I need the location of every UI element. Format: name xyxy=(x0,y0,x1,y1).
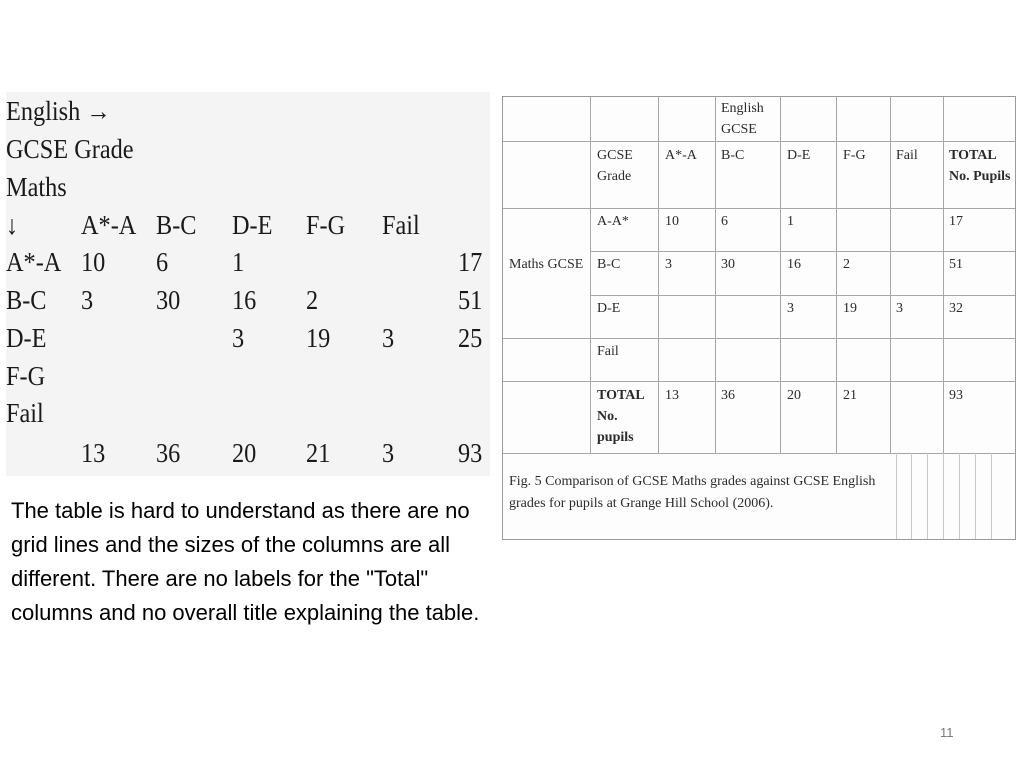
row-label: D-E xyxy=(597,301,621,316)
row-label: F-G xyxy=(6,361,46,391)
row-label: B-C xyxy=(6,285,47,315)
caption-line xyxy=(943,453,944,539)
row-total: 51 xyxy=(949,257,963,272)
table-cell: 3 xyxy=(81,285,94,315)
column-total: 20 xyxy=(787,388,801,403)
column-total: 13 xyxy=(665,388,679,403)
row-total: 17 xyxy=(458,247,483,277)
column-total: 3 xyxy=(382,438,395,468)
caption-line xyxy=(896,453,897,539)
column-header: Fail xyxy=(896,148,918,163)
grid-line xyxy=(780,97,781,453)
caption-line xyxy=(991,453,992,539)
table-cell: 19 xyxy=(843,301,857,316)
column-header: D-E xyxy=(787,148,811,163)
down-arrow: ↓ xyxy=(6,210,19,240)
column-header: B-C xyxy=(156,210,197,240)
table-cell: 19 xyxy=(306,323,331,353)
table-cell: 30 xyxy=(156,285,181,315)
total-row-label: TOTAL No. pupils xyxy=(597,388,644,445)
row-total: 25 xyxy=(458,323,483,353)
row-label: Fail xyxy=(597,344,619,359)
unformatted-table xyxy=(6,92,490,476)
total-pupils-header: TOTAL No. Pupils xyxy=(949,148,1011,184)
caption-line xyxy=(927,453,928,539)
row-label: B-C xyxy=(597,257,621,272)
row-total: 32 xyxy=(949,301,963,316)
table-cell: 2 xyxy=(843,257,850,272)
table-cell: 3 xyxy=(787,301,794,316)
english-gcse-header: English GCSE xyxy=(721,101,764,137)
table-grid xyxy=(503,97,1015,453)
grid-line xyxy=(503,453,1015,454)
table-cell: 10 xyxy=(81,247,106,277)
caption-line xyxy=(975,453,976,539)
column-total: 20 xyxy=(232,438,257,468)
table-cell: 1 xyxy=(787,214,794,229)
maths-gcse-label: Maths GCSE xyxy=(509,257,584,272)
grand-total: 93 xyxy=(458,438,483,468)
row-label: D-E xyxy=(6,323,47,353)
grid-line xyxy=(890,97,891,453)
grid-line xyxy=(590,97,591,453)
table-cell: 3 xyxy=(232,323,245,353)
column-header: F-G xyxy=(843,148,866,163)
column-header: Fail xyxy=(382,210,420,240)
grid-line xyxy=(503,338,1015,339)
column-total: 36 xyxy=(156,438,181,468)
column-total: 21 xyxy=(843,388,857,403)
column-total: 21 xyxy=(306,438,331,468)
table-cell: 3 xyxy=(896,301,903,316)
figure-caption: Fig. 5 Comparison of GCSE Maths grades against GCSE English grades for pupils at Grange Hill School (2006). xyxy=(509,474,876,511)
row-total: 51 xyxy=(458,285,483,315)
row-label: A*-A xyxy=(6,247,62,277)
grid-line xyxy=(658,97,659,453)
critique-paragraph: The table is hard to understand as there are no grid lines and the sizes of the columns are all different. There are no labels for the "Total" columns and no overall title explaining the table. xyxy=(11,498,480,625)
row-total: 17 xyxy=(949,214,963,229)
grid-line xyxy=(590,295,1015,296)
column-header: B-C xyxy=(721,148,745,163)
column-total: 13 xyxy=(81,438,106,468)
table-cell: 6 xyxy=(156,247,169,277)
table-cell: 16 xyxy=(787,257,801,272)
grid-line xyxy=(503,208,1015,209)
row-label: A-A* xyxy=(597,214,629,229)
grid-line xyxy=(503,141,1015,142)
grid-line xyxy=(715,97,716,453)
grand-total: 93 xyxy=(949,388,963,403)
column-header: D-E xyxy=(232,210,273,240)
table-cell: 3 xyxy=(382,323,395,353)
table-cell: 30 xyxy=(721,257,735,272)
grid-line xyxy=(943,97,944,453)
grid-line xyxy=(836,97,837,453)
table-cell: 2 xyxy=(306,285,319,315)
column-total: 36 xyxy=(721,388,735,403)
table-cell: 1 xyxy=(232,247,245,277)
column-header: A*-A xyxy=(665,148,697,163)
formatted-table-figure xyxy=(502,96,1016,540)
maths-header: Maths xyxy=(6,172,67,202)
row-label: Fail xyxy=(6,398,44,428)
page-number: 11 xyxy=(940,725,954,740)
table-cell: 16 xyxy=(232,285,257,315)
table-cell: 6 xyxy=(721,214,728,229)
grid-line xyxy=(590,251,1015,252)
table-cell: 3 xyxy=(665,257,672,272)
gcse-grade-header: GCSE Grade xyxy=(597,148,633,184)
english-header: English → xyxy=(6,96,111,126)
table-cell: 10 xyxy=(665,214,679,229)
column-header: A*-A xyxy=(81,210,137,240)
caption-line xyxy=(911,453,912,539)
gcse-grade-header: GCSE Grade xyxy=(6,134,134,164)
caption-line xyxy=(959,453,960,539)
grid-line xyxy=(503,381,1015,382)
column-header: F-G xyxy=(306,210,346,240)
